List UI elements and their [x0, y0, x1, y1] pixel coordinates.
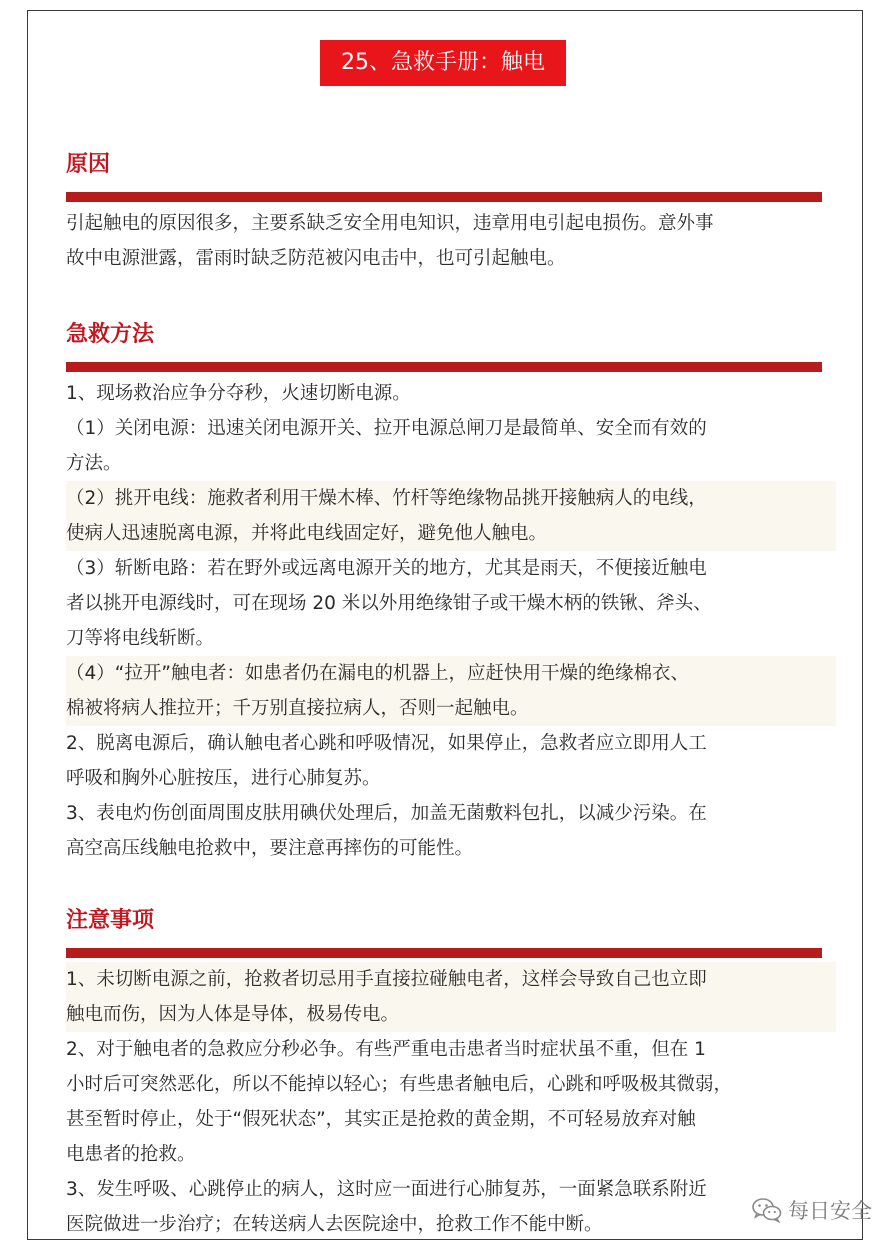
- text-line: （2）挑开电线：施救者利用干燥木棒、竹杆等绝缘物品挑开接触病人的电线，: [66, 481, 836, 516]
- section-divider-methods: [66, 362, 822, 372]
- text-line: 棉被将病人推拉开；千万别直接拉病人，否则一起触电。: [66, 691, 836, 726]
- text-line: 呼吸和胸外心脏按压，进行心肺复苏。: [66, 768, 381, 789]
- text-line: 者以挑开电源线时，可在现场 20 米以外用绝缘钳子或干燥木柄的铁锹、斧头、: [66, 593, 712, 614]
- text-line: 电患者的抢救。: [66, 1144, 196, 1165]
- section-divider-notes: [66, 948, 822, 958]
- text-line: 1、现场救治应争分夺秒，火速切断电源。: [66, 383, 411, 404]
- text-line: 3、发生呼吸、心跳停止的病人，这时应一面进行心肺复苏，一面紧急联系附近: [66, 1179, 707, 1200]
- section-heading-methods: 急救方法: [66, 322, 155, 347]
- text-line: 医院做进一步治疗；在转送病人去医院途中，抢救工作不能中断。: [66, 1214, 603, 1235]
- text-line: 使病人迅速脱离电源，并将此电线固定好，避免他人触电。: [66, 516, 836, 551]
- section-body-notes: [66, 962, 836, 1242]
- section-body-methods: [66, 376, 836, 866]
- text-line: 方法。: [66, 453, 122, 474]
- text-line: （1）关闭电源：迅速关闭电源开关、拉开电源总闸刀是最简单、安全而有效的: [66, 418, 707, 439]
- text-line: 高空高压线触电抢救中，要注意再摔伤的可能性。: [66, 838, 474, 859]
- wechat-icon: [752, 1197, 782, 1223]
- text-line: 3、表电灼伤创面周围皮肤用碘伏处理后，加盖无菌敷料包扎，以减少污染。在: [66, 803, 707, 824]
- text-line: （4）“拉开”触电者：如患者仍在漏电的机器上，应赶快用干燥的绝缘棉衣、: [66, 656, 836, 691]
- text-line: 2、对于触电者的急救应分秒必争。有些严重电击患者当时症状虽不重，但在 1: [66, 1039, 706, 1060]
- text-line: 2、脱离电源后，确认触电者心跳和呼吸情况，如果停止，急救者应立即用人工: [66, 733, 707, 754]
- section-body-cause: [66, 206, 836, 276]
- watermark-text: 每日安全: [788, 1199, 872, 1223]
- text-line: 1、未切断电源之前，抢救者切忌用手直接拉碰触电者，这样会导致自己也立即: [66, 962, 836, 997]
- text-line: 故中电源泄露，雷雨时缺乏防范被闪电击中，也可引起触电。: [66, 248, 566, 269]
- text-line: 引起触电的原因很多，主要系缺乏安全用电知识，违章用电引起电损伤。意外事: [66, 213, 714, 234]
- text-line: 甚至暂时停止，处于“假死状态”，其实正是抢救的黄金期，不可轻易放弃对触: [66, 1109, 696, 1130]
- text-line: 小时后可突然恶化，所以不能掉以轻心；有些患者触电后，心跳和呼吸极其微弱，: [66, 1074, 733, 1095]
- section-heading-cause: 原因: [66, 152, 111, 177]
- text-line: 刀等将电线斩断。: [66, 628, 215, 649]
- text-line: 触电而伤，因为人体是导体，极易传电。: [66, 997, 836, 1032]
- watermark: [752, 1194, 872, 1226]
- page-title: 25、急救手册：触电: [320, 40, 566, 86]
- text-line: （3）斩断电路：若在野外或远离电源开关的地方，尤其是雨天，不便接近触电: [66, 558, 707, 579]
- section-divider-cause: [66, 192, 822, 202]
- section-heading-notes: 注意事项: [66, 908, 155, 933]
